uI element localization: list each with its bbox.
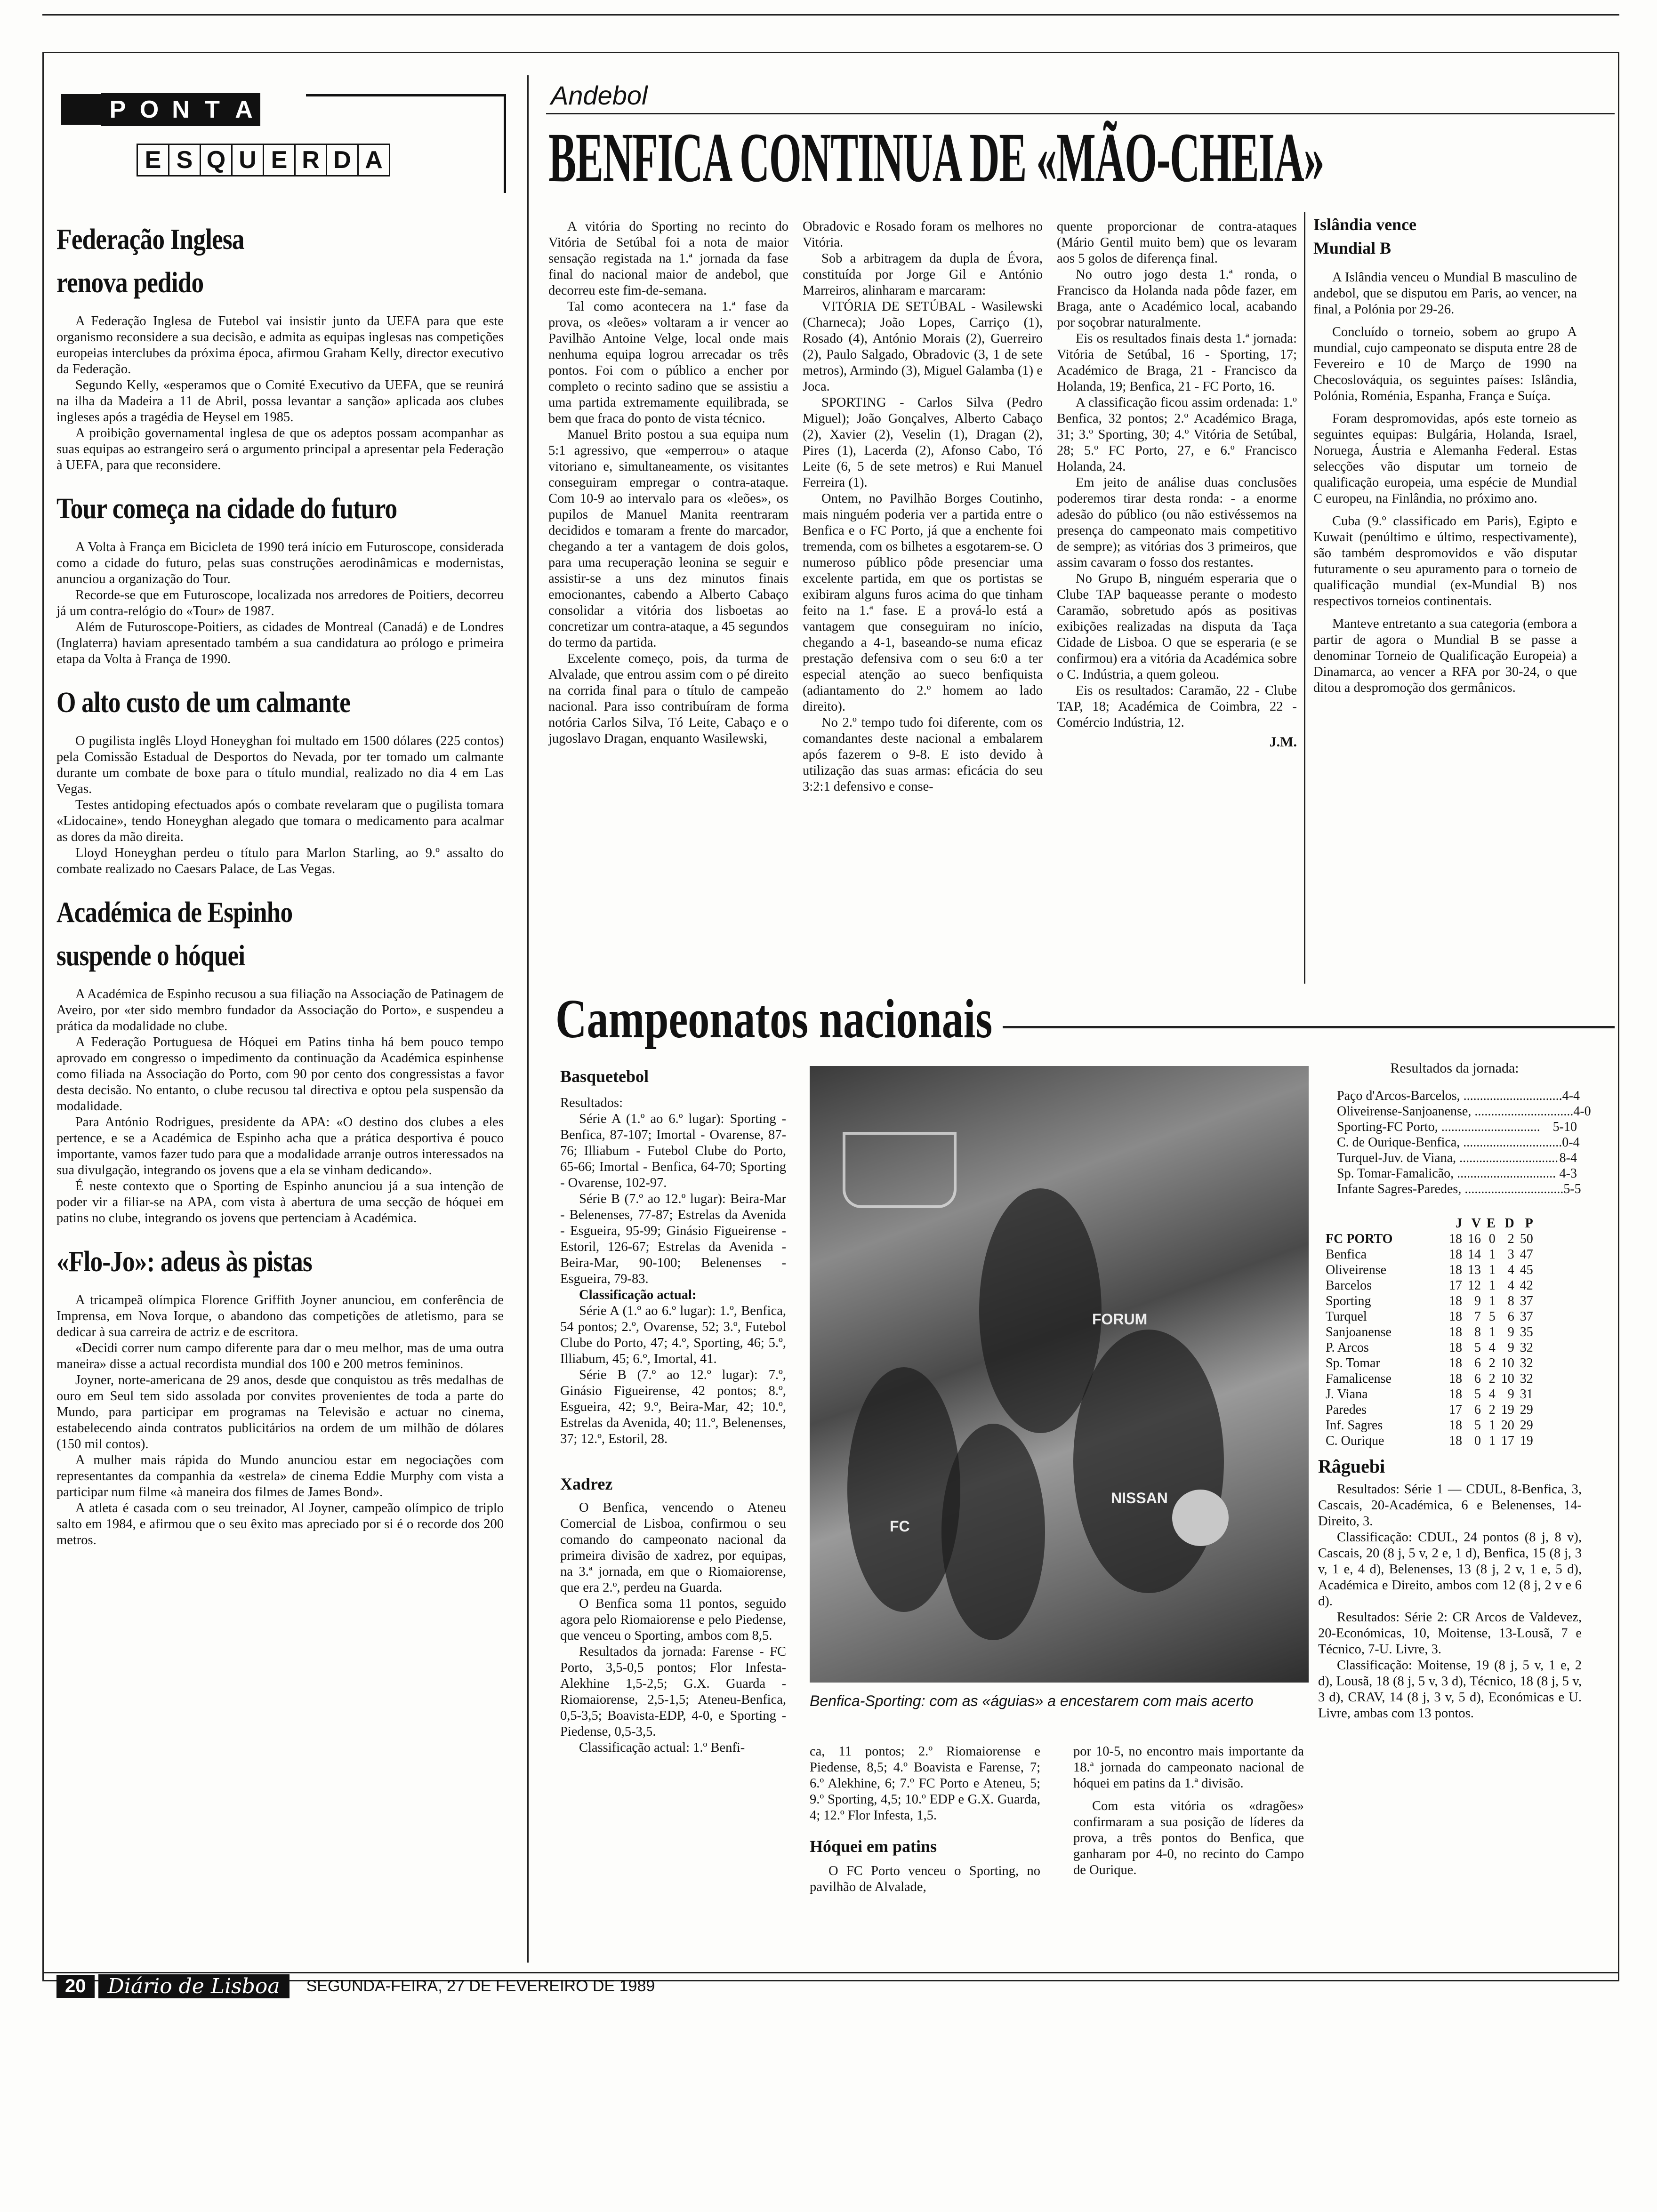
article-paragraph: Excelente começo, pois, da turma de Alvalade, que entrou assim com o pé direito na corrida final para o título de campeão nacional. Para isso contribuíram de forma notória Carlos Silva, Tó Leite, Cabaço e o jugoslavo Dragan, enquanto Wasilewski, [548,651,788,746]
col-header: E [1487,1216,1496,1231]
article-paragraph: Além de Futuroscope-Poitiers, as cidades de Montreal (Canadá) e de Londres (Inglaterra) haviam apresentado também a sua candidatura ao prólogo e primeira etapa da Volta à França de 1990. [56,620,504,666]
team-name: J. Viana [1326,1387,1368,1402]
section-title: Basquetebol [560,1067,649,1086]
byline: J.M. [1269,734,1297,750]
stat-cell: 6 [1507,1309,1514,1324]
stat-cell: 7 [1474,1309,1481,1324]
article-paragraph: No Grupo B, ninguém esperaria que o Clube TAP baqueasse perante o modesto Caramão, sobretudo após as positivas exibições realizadas na disputa da Taça Cidade de Lisboa. O que se esperaria (e se confirmou) era a vitória da Académica sobre o C. Indústria, a quem goleou. [1057,571,1297,682]
stat-cell: 18 [1449,1434,1462,1448]
section-title: Xadrez [560,1475,613,1493]
column-divider-left [527,75,529,1026]
basket-net [843,1132,957,1208]
article-paragraph: Resultados: Série 2: CR Arcos de Valdevez, 20-Económicas, 10, Moitense, 13-Lousã, 7 e Técnico, 7-U. Livre, 3. [1318,1610,1582,1657]
stat-cell: 18 [1449,1340,1462,1355]
article-paragraph: Sob a arbitragem da dupla de Évora, constituída por Jorge Gil e António Marreiros, alinharam e marcaram: [803,251,1043,298]
stat-cell: 32 [1520,1340,1533,1355]
logo-letter: A [357,144,390,176]
stat-cell: 47 [1520,1247,1533,1262]
article-paragraph: No 2.º tempo tudo foi diferente, com os comandantes deste nacional a embalarem após fazerem o 9-8. E isto devido à utilização das suas armas: eficácia do seu 3:2:1 defensivo e conse- [803,715,1043,794]
basketball-photo [810,1066,1309,1683]
article-paragraph: A Volta à França em Bicicleta de 1990 terá início em Futuroscope, considerada como a cidade do futuro, pelas suas construções aerodinâmicas e modernistas, anunciou a organização do Tour. [56,540,504,586]
article-title: Mundial B [1313,239,1392,257]
team-name: Inf. Sagres [1326,1418,1383,1433]
column-divider-left-lower [527,1026,529,1963]
article-paragraph: Manteve entretanto a sua categoria (embora a partir de agora o Mundial B se passe a denominar Torneio de Qualificação Europeia) a Dinamarca, ao vencer a RFA por 30-24, o que ditou a despromoção dos germânicos. [1313,617,1577,695]
jersey-logo: FORUM [1092,1311,1148,1328]
article-paragraph: Série A (1.º ao 6.º lugar): 1.º, Benfica, 54 pontos; 2.º, Ovarense, 52; 3.º, Futebol Clube do Porto, 47; 4.º, Sporting, 46; 5.º, Illiabum, 45; 6.º, Imortal, 41. [560,1304,786,1366]
col-header: P [1525,1216,1533,1231]
article-title: O alto custo de um calmante [56,687,350,719]
raguebi-article [1318,1456,1582,1722]
article-paragraph: Classificação actual: [579,1288,697,1302]
footer-bar [56,1974,655,1998]
article-paragraph: O Benfica soma 11 pontos, seguido agora pelo Riomaiorense e pelo Piedense, que venceu o Sporting, ambos com 8,5. [560,1596,786,1643]
article-paragraph: O pugilista inglês Lloyd Honeyghan foi multado em 1500 dólares (225 contos) pela Comissão Estadual de Desportos do Nevada, por ter tomado um calmante durante um combate de boxe para o título mundial, realizado no dia 4 em Las Vegas. [56,734,504,796]
standings-table [1323,1216,1536,1449]
stat-cell: 19 [1501,1403,1514,1417]
standings-row [1323,1402,1536,1418]
col-header: V [1471,1216,1481,1231]
logo-letter: Q [200,144,233,176]
article-title: Académica de Espinho [56,897,293,929]
logo-letter: A [227,93,260,126]
team-name: Sp. Tomar [1326,1356,1380,1370]
stat-cell: 18 [1449,1356,1462,1370]
kicker-rule [546,113,1615,114]
stat-cell: 6 [1474,1403,1481,1417]
article-paragraph: A vitória do Sporting no recinto do Vitória de Setúbal foi a nota de maior sensação registada na 1.ª jornada da fase final do nacional maior de andebol, que decorreu este fim-de-semana. [548,219,788,298]
article-paragraph: A atleta é casada com o seu treinador, Al Joyner, campeão olímpico de triplo salto em 1984, e afirmou que o seu êxito mas apreciado por si é o recorde dos 200 metros. [56,1501,504,1547]
article-federacao-inglesa [56,221,504,473]
standings-row [1323,1293,1536,1309]
result-row: Infante Sagres-Paredes, .............................. 5-5 [1337,1182,1581,1196]
stat-cell: 18 [1449,1325,1462,1339]
jersey-logo: FC [890,1518,910,1535]
stat-cell: 1 [1488,1418,1496,1433]
article-title: suspende o hóquei [56,940,245,972]
page-number: 20 [56,1975,95,1998]
stat-cell: 5 [1474,1340,1481,1355]
article-paragraph: Ontem, no Pavilhão Borges Coutinho, mais ninguém poderia ver a partida entre o Benfica e o FC Porto, já que a enchente foi tremenda, com os bilhetes a esgotarem-se. O numeroso público pôde presenciar uma excelente partida, em que os portistas se exibiram alguns furos acima do que tinham feito na 1.ª fase. E a prová-lo está a vantagem que conseguiram no início, chegando a 4-1, baseando-se numa eficaz prestação defensiva com o seu 6:0 a ter especial atenção ao sueco benfiquista (adiantamento do 2.º homem ao lado direito). [803,491,1043,714]
article-paragraph: A classificação ficou assim ordenada: 1.º Benfica, 32 pontos; 2.º Académico Braga, 31; 3.º Sporting, 30; 4.º Vitória de Setúbal, 28; 5.º FC Porto, 27, e 6.º Francisco Holanda, 24. [1057,395,1297,474]
logo-letter: N [164,93,197,126]
stat-cell: 17 [1449,1278,1462,1293]
stat-cell: 9 [1507,1325,1514,1339]
article-paragraph: Segundo Kelly, «esperamos que o Comité Executivo da UEFA, que se reunirá na ilha da Madeira a 11 de Abril, possa levantar a sanção» aplicada aos clubes ingleses após a tragédia de Heysel em 1985. [56,378,504,425]
team-name: Barcelos [1326,1278,1372,1293]
standings-row [1323,1231,1536,1247]
article-paragraph: O Benfica, vencendo o Ateneu Comercial de Lisboa, confirmou o seu comando do campeonato nacional da primeira divisão de xadrez, por equipas, na 3.ª jornada, em que o Riomaiorense, que era 2.º, perdeu na Guarda. [560,1500,786,1595]
team-name: Benfica [1326,1247,1367,1262]
result-row: Oliveirense-Sanjoanense, .............................. 4-0 [1337,1104,1591,1119]
stat-cell: 4 [1507,1263,1514,1277]
stat-cell: 8 [1474,1325,1481,1339]
newspaper-name: Diário de Lisboa [98,1974,290,1998]
article-paragraph: Recorde-se que em Futuroscope, localizada nos arredores de Poitiers, decorreu já um contra-relógio do «Tour» de 1987. [56,588,504,618]
standings-row [1323,1387,1536,1402]
stat-cell: 5 [1488,1309,1496,1324]
andebol-column-1 [548,219,788,747]
left-column [56,221,504,1548]
stat-cell: 17 [1501,1434,1514,1448]
article-paragraph: Classificação: CDUL, 24 pontos (8 j, 8 v), Cascais, 20 (8 j, 5 v, 2 e, 1 d), Benfica, 15 (8 j, 3 v, 1 e, 4 d), Belenenses, 13 (8 j, 2 v, 1 e, 5 d), Académica e Direito, ambos com 12 (8 j, 2 v e 6 d). [1318,1530,1582,1609]
stat-cell: 14 [1468,1247,1481,1262]
logo-letter: S [168,144,201,176]
article-paragraph: Joyner, norte-americana de 29 anos, desde que conquistou as três medalhas de ouro em Seul tem sido assolada por convites provenientes de toda a parte do Mundo, para participar em programas na Televisão e actuar no cinema, estabelecendo ainda contratos publicitários na ordem de um milhão de dólares (150 mil contos). [56,1373,504,1451]
ball [1172,1490,1229,1546]
result-row: Turquel-Juv. de Viana, .............................. 8-4 [1337,1151,1577,1165]
hoquei-results [1318,1059,1591,1722]
column-divider-right [1304,212,1305,984]
article-title: Federação Inglesa [56,224,244,256]
logo-letter: T [196,93,229,126]
article-paragraph: A mulher mais rápida do Mundo anunciou estar em negociações com representantes da companhia da «estrela» de cinema Eddie Murphy com vista a participar num filme «à maneira dos filmes de James Bond». [56,1453,504,1499]
stat-cell: 1 [1488,1247,1496,1262]
article-paragraph: Com esta vitória os «dragões» confirmaram a sua posição de líderes da prova, a três pontos do Benfica, que ganharam por 4-0, no recinto do Campo de Ourique. [1073,1799,1304,1877]
team-name: Sanjoanense [1326,1325,1392,1339]
standings-row [1323,1278,1536,1293]
stat-cell: 17 [1449,1403,1462,1417]
stat-cell: 6 [1474,1356,1481,1370]
article-tour [56,490,504,667]
stat-cell: 20 [1501,1418,1514,1433]
team-name: Sporting [1326,1294,1371,1308]
article-paragraph: Para António Rodrigues, presidente da APA: «O destino dos clubes a eles pertence, e se a Académica de Espinho acha que a prática desportiva é pouco importante, vamos fazer tudo para que a modalidade arranje outros interessados na sua divulgação, integrando os jovens que a ela se vinham dedicando». [56,1115,504,1178]
standings-row [1323,1355,1536,1371]
article-paragraph: A Federação Portuguesa de Hóquei em Patins tinha há bem pouco tempo aprovado em congresso o impedimento da continuação da Académica espinhense como filiada na Associação do Porto, com 90 por cento dos congressistas a favor desta decisão. No entanto, o clube recusou tal directiva e optou pela suspensão da modalidade. [56,1035,504,1114]
article-paragraph: ca, 11 pontos; 2.º Riomaiorense e Piedense, 8,5; 4.º Boavista e Farense, 7; 6.º Alekhine, 6; 7.º FC Porto e Ateneu, 5; 9.º Sporting, 4,5; 10.º EDP e G.X. Guarda, 4; 12.º Flor Infesta, 1,5. [810,1744,1040,1823]
standings-row [1323,1324,1536,1340]
stat-cell: 3 [1507,1247,1514,1262]
stat-cell: 1 [1488,1325,1496,1339]
article-paragraph: SPORTING - Carlos Silva (Pedro Miguel); João Gonçalves, Alberto Cabaço (2), Xavier (2), Veselin (1), Dragan (2), Pires (1), Lacerda (2), Afonso Cabo, Tó Leite (6, 5 de sete metros) e Rui Manuel Ferreira (1). [803,395,1043,490]
stat-cell: 2 [1488,1356,1496,1370]
article-paragraph: O FC Porto venceu o Sporting, no pavilhão de Alvalade, [810,1864,1040,1894]
team-name: Famalicense [1326,1371,1392,1386]
stat-cell: 32 [1520,1371,1533,1386]
stat-cell: 5 [1474,1387,1481,1402]
article-paragraph: A tricampeã olímpica Florence Griffith Joyner anunciou, em conferência de Imprensa, em Nova Iorque, o abandono das competições de atletismo, para se dedicar à sua carreira de actriz e de escritora. [56,1293,504,1339]
article-paragraph: Eis os resultados: Caramão, 22 - Clube TAP, 18; Académica de Coimbra, 22 - Comércio Indústria, 12. [1057,683,1297,730]
standings-row [1323,1309,1536,1324]
stat-cell: 1 [1488,1434,1496,1448]
stat-cell: 18 [1449,1294,1462,1308]
standings-row [1323,1433,1536,1449]
stat-cell: 0 [1488,1232,1496,1246]
article-title: Islândia vence [1313,215,1417,234]
result-row: Sporting-FC Porto, .............................. 5-10 [1337,1120,1577,1134]
stat-cell: 31 [1520,1387,1533,1402]
stat-cell: 37 [1520,1294,1533,1308]
stat-cell: 8 [1507,1294,1514,1308]
xadrez-continued [810,1744,1040,1895]
article-paragraph: Cuba (9.º classificado em Paris), Egipto e Kuwait (penúltimo e último, respectivamente), são também despromovidos e vão disputar futuramente o seu apuramento para o torneio de qualificação mundial (ex-Mundial B) nos respectivos torneios continentais. [1313,514,1577,609]
stat-cell: 18 [1449,1371,1462,1386]
article-academica-espinho [56,894,504,1226]
andebol-headline: BENFICA CONTINUA DE «MÃO-CHEIA» [548,119,1324,197]
stat-cell: 37 [1520,1309,1533,1324]
article-paragraph: Eis os resultados finais desta 1.ª jornada: Vitória de Setúbal, 16 - Sporting, 17; Académico de Braga, 21 - Francisco da Holanda, 19; Benfica, 21 - FC Porto, 16. [1057,331,1297,394]
article-paragraph: «Decidi correr num campo diferente para dar o meu melhor, mas de uma outra maneira» disse a actual recordista mundial dos 100 e 200 metros femininos. [56,1341,504,1371]
stat-cell: 1 [1488,1294,1496,1308]
standings-row [1323,1247,1536,1262]
standings-row [1323,1262,1536,1278]
stat-cell: 29 [1520,1403,1533,1417]
basquetebol-article [560,1066,786,1756]
article-paragraph: Manuel Brito postou a sua equipa num 5:1 agressivo, que «emperrou» o ataque vitoriano e, simultaneamente, os visitantes conseguiram empregar o contra-ataque. Com 10-9 ao intervalo para os «leões», os pupilos de Manuel Manita reentraram decididos e tomaram a frente do marcador, chegando a ter a vantagem de dois golos, para uma recuperação leonina se seguir e assistir-se a uns dez minutos finais emocionantes, cabendo a Alberto Cabaço consolidar a vitória dos lisboetas ao concretizar um contra-ataque, a 45 segundos do termo da partida. [548,427,788,650]
logo-letter: P [101,93,134,126]
article-paragraph: No outro jogo desta 1.ª ronda, o Francisco da Holanda nada pôde fazer, em Braga, ante o Académico local, acabando por soçobrar naturalmente. [1057,267,1297,330]
article-paragraph: Resultados: Série 1 — CDUL, 8-Benfica, 3, Cascais, 20-Académica, 6 e Belenenses, 14-Direito, 3. [1318,1482,1582,1529]
andebol-column-2 [803,219,1043,795]
issue-date: SEGUNDA-FEIRA, 27 DE FEVEREIRO DE 1989 [306,1977,655,1995]
article-paragraph: Classificação actual: 1.º Benfi- [579,1740,745,1755]
results-title: Resultados da jornada: [1390,1060,1519,1076]
article-paragraph: É neste contexto que o Sporting de Espinho anunciou já a sua intenção de poder vir a filiar-se na APA, com vista à abertura de uma secção de hóquei em patins no clube, integrando os jovens que pertenciam à Académica. [56,1179,504,1226]
logo-letter: E [263,144,296,176]
section-title: Hóquei em patins [810,1837,937,1856]
footer-rule [42,1972,1619,1973]
stat-cell: 42 [1520,1278,1533,1293]
article-paragraph: A Federação Inglesa de Futebol vai insistir junto da UEFA para que este organismo reconsidere a sua decisão, e admita as equipas inglesas nas competições europeias interclubes da próxima época, afirmou Graham Kelly, director executivo da Federação. [56,314,504,377]
stat-cell: 18 [1449,1387,1462,1402]
standings-row [1323,1371,1536,1387]
article-paragraph: Testes antidoping efectuados após o combate revelaram que o pugilista tomara «Lidocaine», tendo Honeyghan alegado que tomara o medicamento para acalmar as dores da mão direita. [56,798,504,844]
stat-cell: 2 [1507,1232,1514,1246]
stat-cell: 5 [1474,1418,1481,1433]
stat-cell: 18 [1449,1263,1462,1277]
section-title: Râguebi [1318,1456,1385,1477]
stat-cell: 12 [1468,1278,1481,1293]
article-title: Tour começa na cidade do futuro [56,493,397,525]
article-paragraph: A Académica de Espinho recusou a sua filiação na Associação de Patinagem de Aveiro, por «ter sido membro fundador da Associação do Porto», e suspendeu a prática da modalidade no clube. [56,987,504,1034]
article-paragraph: Resultados: [560,1096,623,1110]
top-rule [42,14,1619,16]
result-row: C. de Ourique-Benfica, .............................. 0-4 [1337,1135,1580,1150]
article-paragraph: Resultados da jornada: Farense - FC Porto, 3,5-0,5 pontos; Flor Infesta-Alekhine 1,5-2,5; G.X. Guarda - Riomaiorense, 2,5-1,5; Ateneu-Benfica, 0,5-3,5; Boavista-EDP, 4-0, e Sporting - Piedense, 0,5-3,5. [560,1644,786,1739]
article-paragraph: Série A (1.º ao 6.º lugar): Sporting - Benfica, 87-107; Imortal - Ovarense, 87-76; Illiabum - Futebol Clube do Porto, 65-66; Imortal - Benfica, 64-70; Sporting - Ovarense, 102-97. [560,1112,786,1190]
article-paragraph: Concluído o torneio, sobem ao grupo A mundial, cujo campeonato se disputa entre 28 de Fevereiro e 10 de Março de 1990 na Checoslováquia, os seguintes países: Islândia, Polónia, Roménia, Espanha, França e Suíça. [1313,325,1577,403]
headline-rule [1003,1026,1615,1028]
article-paragraph: Classificação: Moitense, 19 (8 j, 5 v, 1 e, 2 d), Lousã, 18 (8 j, 5 v, 3 d), Técnico, 18 (8 j, 5 v, 3 d), CRAV, 14 (8 j, 3 v, 5 d), Económicas e U. Livre, ambas com 13 pontos. [1318,1658,1582,1721]
article-paragraph: Série B (7.º ao 12.º lugar): Beira-Mar - Belenenses, 77-87; Estrelas da Avenida - Esgueira, 95-99; Ginásio Figueirense - Estoril, 126-67; Estrelas da Avenida - Beira-Mar, 90-100; Belenenses - Esgueira, 79-83. [560,1192,786,1286]
article-flo-jo [56,1243,504,1548]
article-title: «Flo-Jo»: adeus às pistas [56,1246,312,1278]
article-paragraph: Lloyd Honeyghan perdeu o título para Marlon Starling, ao 9.º assalto do combate realizado no Caesars Palace, de Las Vegas. [56,846,504,876]
article-paragraph: A proibição governamental inglesa de que os adeptos possam acompanhar as suas equipas ao estrangeiro será o argumento principal a apresentar pela Federação à UEFA, para que reconsidere. [56,426,504,473]
logo-letter: O [133,93,166,126]
article-paragraph: Tal como acontecera na 1.ª fase da prova, os «leões» voltaram a ir vencer ao Pavilhão Antoine Velge, local onde mais nenhuma equipa logrou arrecadar os três pontos. Foi com o público a encher por completo o recinto sadino que se assistiu a uma partida extremamente equilibrada, se bem que fraca do ponto de vista técnico. [548,299,788,426]
logo-letter: U [231,144,264,176]
logo-letter: R [294,144,327,176]
islandia-article [1313,214,1577,696]
article-paragraph: por 10-5, no encontro mais importante da 18.ª jornada do campeonato nacional de hóquei em patins da 1.ª divisão. [1073,1744,1304,1791]
standings-row [1323,1340,1536,1355]
logo-letter: E [137,144,169,176]
col-header: D [1504,1216,1514,1231]
article-paragraph: Obradovic e Rosado foram os melhores no Vitória. [803,219,1043,250]
stat-cell: 9 [1474,1294,1481,1308]
team-name: Turquel [1326,1309,1367,1324]
article-paragraph: Série B (7.º ao 12.º lugar): 7.º, Ginásio Figueirense, 42 pontos; 8.º, Esgueira, 42; 9.º, Beira-Mar, 42; 10.º, Estrelas da Avenida, 40; 11.º, Belenenses, 37; 12.º, Estoril, 28. [560,1368,786,1446]
stat-cell: 4 [1507,1278,1514,1293]
stat-cell: 32 [1520,1356,1533,1370]
team-name: C. Ourique [1326,1434,1384,1448]
stat-cell: 10 [1501,1356,1514,1370]
stat-cell: 9 [1507,1387,1514,1402]
article-calmante [56,684,504,877]
result-row: Sp. Tomar-Famalicão, .............................. 4-3 [1337,1166,1577,1181]
team-name: FC PORTO [1326,1232,1393,1246]
stat-cell: 4 [1488,1387,1496,1402]
ponta-esquerda-logo [61,85,508,198]
stat-cell: 16 [1468,1232,1481,1246]
stat-cell: 35 [1520,1325,1533,1339]
logo-letter: D [326,144,359,176]
article-paragraph: Em jeito de análise duas conclusões poderemos tirar desta ronda: - a enorme adesão do público (ou não estivéssemos na presença do campeonato mais competitivo de sempre); as vitórias dos 3 primeiros, que assim cavaram o fosso dos restantes. [1057,475,1297,570]
results-list [1337,1088,1591,1197]
standings-row [1323,1418,1536,1433]
article-title: renova pedido [56,267,204,299]
stat-cell: 50 [1520,1232,1533,1246]
stat-cell: 18 [1449,1418,1462,1433]
standings-header [1323,1216,1536,1231]
result-row: Paço d'Arcos-Barcelos, .............................. 4-4 [1337,1089,1580,1103]
article-paragraph: VITÓRIA DE SETÚBAL - Wasilewski (Charneca); João Lopes, Carriço (1), Rosado (4), António Morais (2), Guerreiro (2), Paulo Salgado, Obradovic (3, 1 de sete metros), Armindo (3), Miguel Galamba (1) e Joca. [803,299,1043,394]
stat-cell: 6 [1474,1371,1481,1386]
stat-cell: 2 [1488,1403,1496,1417]
team-name: Oliveirense [1326,1263,1387,1277]
stat-cell: 45 [1520,1263,1533,1277]
stat-cell: 0 [1474,1434,1481,1448]
photo-caption: Benfica-Sporting: com as «águias» a encestarem com mais acerto [810,1692,1254,1709]
hoquei-continued [1073,1744,1304,1878]
andebol-column-3 [1057,219,1297,751]
stat-cell: 13 [1468,1263,1481,1277]
logo-line-esquerda [137,144,389,176]
team-name: P. Arcos [1326,1340,1369,1355]
stat-cell: 4 [1488,1340,1496,1355]
article-paragraph: quente proporcionar de contra-ataques (Mário Gentil muito bem) que os levaram aos 5 golos de diferença final. [1057,219,1297,266]
stat-cell: 1 [1488,1263,1496,1277]
article-paragraph: A Islândia venceu o Mundial B masculino de andebol, que se disputou em Paris, ao vencer, na final, a Polónia por 29-26. [1313,270,1577,317]
col-header: J [1456,1216,1462,1231]
jersey-logo: NISSAN [1111,1490,1168,1507]
article-paragraph: Foram despromovidas, após este torneio as seguintes equipas: Bulgária, Holanda, Israel, Noruega, Áustria e Alemanha Federal. Estas selecções vão disputar um torneio de qualificação europeia, uma espécie de Mundial C europeu, na Finlândia, no próximo ano. [1313,411,1577,506]
team-name: Paredes [1326,1403,1367,1417]
stat-cell: 9 [1507,1340,1514,1355]
andebol-kicker: Andebol [551,80,648,110]
campeonatos-headline: Campeonatos nacionais [555,988,993,1050]
stat-cell: 19 [1520,1434,1533,1448]
logo-line-ponta [101,93,259,126]
stat-cell: 29 [1520,1418,1533,1433]
stat-cell: 18 [1449,1309,1462,1324]
stat-cell: 1 [1488,1278,1496,1293]
stat-cell: 18 [1449,1232,1462,1246]
stat-cell: 2 [1488,1371,1496,1386]
stat-cell: 18 [1449,1247,1462,1262]
stat-cell: 10 [1501,1371,1514,1386]
